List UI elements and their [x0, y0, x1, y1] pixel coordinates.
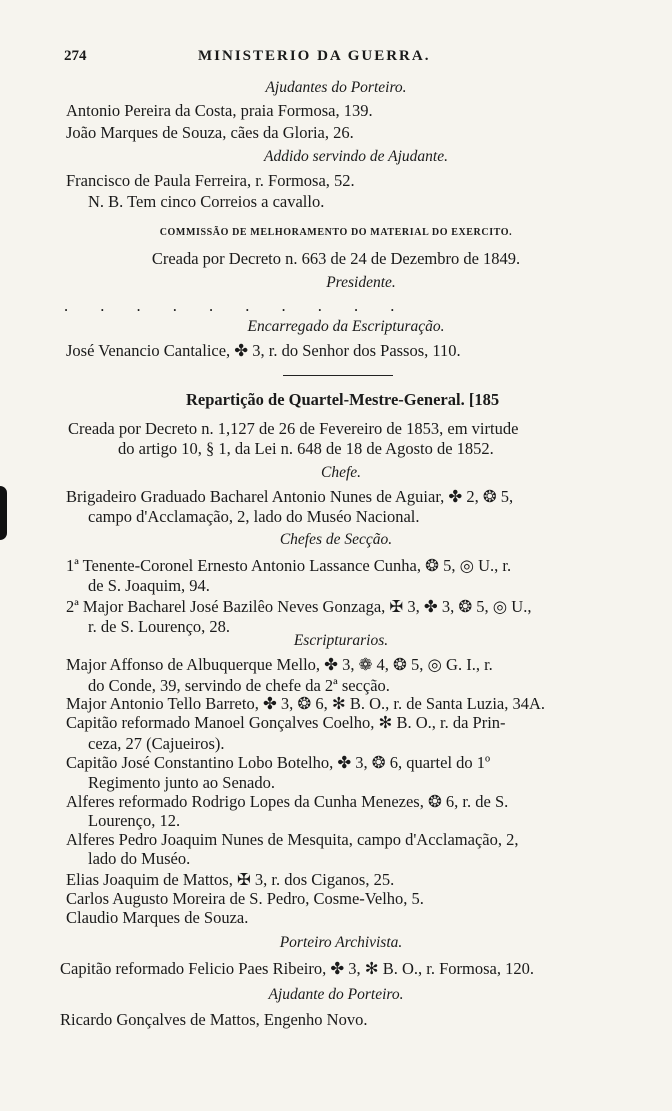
commission-heading: COMMISSÃO DE MELHORAMENTO DO MATERIAL DO EXERCITO.: [159, 227, 513, 238]
entry-line: Major Affonso de Albuquerque Mello, ✤ 3, ❁ 4, ❂ 5, ◎ G. I., r.: [66, 655, 493, 674]
entry-line: Elias Joaquim de Mattos, ✠ 3, r. dos Ciganos, 25.: [66, 870, 395, 889]
entry-line: Ricardo Gonçalves de Mattos, Engenho Novo.: [60, 1010, 368, 1029]
binding-edge-mark: [0, 486, 7, 540]
heading-escripturacao: Encarregado da Escripturação.: [247, 318, 445, 335]
entry-line: Alferes Pedro Joaquim Nunes de Mesquita, campo d'Acclamação, 2,: [66, 830, 519, 849]
section-heading: Repartição de Quartel-Mestre-General. [185: [186, 390, 500, 409]
decree-line: Creada por Decreto n. 1,127 de 26 de Fevereiro de 1853, em virtude: [68, 419, 519, 438]
heading-escripturarios: Escripturarios.: [293, 632, 389, 649]
entry-line: Regimento junto ao Senado.: [88, 773, 275, 792]
entry-line: José Venancio Cantalice, ✤ 3, r. do Senhor dos Passos, 110.: [66, 341, 461, 360]
note-line: N. B. Tem cinco Correios a cavallo.: [88, 192, 325, 211]
entry-line: ceza, 27 (Cajueiros).: [88, 734, 225, 753]
entry-line: Antonio Pereira da Costa, praia Formosa, 139.: [66, 101, 373, 120]
page-number: 274: [64, 48, 87, 64]
entry-line: r. de S. Lourenço, 28.: [88, 617, 231, 636]
heading-addido: Addido servindo de Ajudante.: [264, 148, 448, 165]
entry-line: 2ª Major Bacharel José Bazilêo Neves Gonzaga, ✠ 3, ✤ 3, ❂ 5, ◎ U.,: [66, 597, 532, 616]
decree-line: Creada por Decreto n. 663 de 24 de Dezembro de 1849.: [151, 249, 521, 268]
heading-porteiro-archivista: Porteiro Archivista.: [279, 934, 403, 951]
entry-line: 1ª Tenente-Coronel Ernesto Antonio Lassance Cunha, ❂ 5, ◎ U., r.: [66, 556, 512, 575]
entry-line: lado do Muséo.: [88, 849, 191, 868]
page-header: [64, 48, 620, 70]
heading-ajudante-porteiro: Ajudante do Porteiro.: [268, 986, 404, 1003]
entry-line: Carlos Augusto Moreira de S. Pedro, Cosme-Velho, 5.: [66, 889, 424, 908]
heading-chefes-seccao: Chefes de Secção.: [279, 531, 393, 548]
entry-line: Alferes reformado Rodrigo Lopes da Cunha Menezes, ❂ 6, r. de S.: [66, 792, 509, 811]
heading-chefe: Chefe.: [320, 464, 362, 481]
entry-line: Capitão reformado Manoel Gonçalves Coelho, ✻ B. O., r. da Prin-: [66, 713, 506, 732]
section-divider: [283, 375, 393, 376]
entry-line: João Marques de Souza, cães da Gloria, 26.: [66, 123, 354, 142]
entry-line: campo d'Acclamação, 2, lado do Muséo Nacional.: [88, 507, 420, 526]
dotted-line: . . . . . . . . . .: [64, 296, 409, 315]
entry-line: do Conde, 39, servindo de chefe da 2ª secção.: [88, 676, 390, 695]
entry-line: Capitão reformado Felicio Paes Ribeiro, ✤ 3, ✻ B. O., r. Formosa, 120.: [60, 959, 535, 978]
entry-line: Lourenço, 12.: [88, 811, 181, 830]
entry-line: de S. Joaquim, 94.: [88, 576, 210, 595]
heading-presidente: Presidente.: [326, 274, 396, 291]
entry-line: Major Antonio Tello Barreto, ✤ 3, ❂ 6, ✻ B. O., r. de Santa Luzia, 34A.: [66, 694, 546, 713]
entry-line: Brigadeiro Graduado Bacharel Antonio Nunes de Aguiar, ✤ 2, ❂ 5,: [66, 487, 514, 506]
heading-ajudantes-porteiro: Ajudantes do Porteiro.: [265, 79, 407, 96]
entry-line: Francisco de Paula Ferreira, r. Formosa, 52.: [66, 171, 355, 190]
page-title: MINISTERIO DA GUERRA.: [198, 48, 431, 64]
entry-line: Capitão José Constantino Lobo Botelho, ✤ 3, ❂ 6, quartel do 1º: [66, 753, 491, 772]
entry-line: Claudio Marques de Souza.: [66, 908, 249, 927]
decree-line: do artigo 10, § 1, da Lei n. 648 de 18 de Agosto de 1852.: [118, 439, 494, 458]
